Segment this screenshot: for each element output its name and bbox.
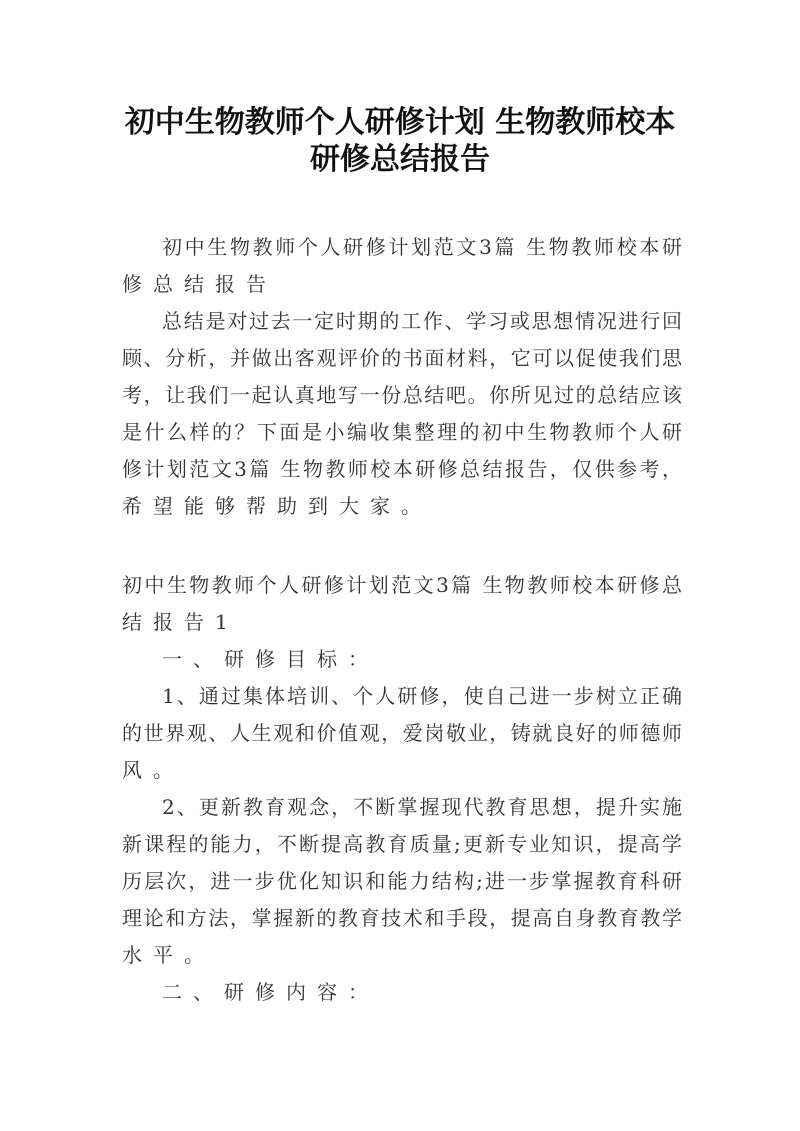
paragraph <box>122 678 682 789</box>
text-line: 2、更新教育观念，不断掌握现代教育思想，提升实施 <box>162 795 682 819</box>
text-line: 一、研修目标： <box>162 647 379 671</box>
text-line: 水平。 <box>122 943 215 967</box>
text-line: 新课程的能力，不断提高教育质量;更新专业知识，提高学 <box>122 832 682 856</box>
text-line: 1、通过集体培训、个人研修，使自己进一步树立正确 <box>162 684 682 708</box>
text-line: 顾、分析，并做出客观评价的书面材料，它可以促使我们思 <box>122 346 682 370</box>
paragraph <box>122 229 682 303</box>
document-title <box>100 104 700 178</box>
title-line: 初中生物教师个人研修计划 生物教师校本 <box>124 105 676 140</box>
document-body <box>122 229 682 1011</box>
text-line: 结报告1 <box>122 610 239 634</box>
text-line: 风。 <box>122 758 184 782</box>
paragraph <box>122 974 682 1011</box>
paragraph <box>122 641 682 678</box>
text-line: 历层次，进一步优化知识和能力结构;进一步掌握教育科研 <box>122 869 682 893</box>
text-line: 考，让我们一起认真地写一份总结吧。你所见过的总结应该 <box>122 383 682 407</box>
text-line: 希望能够帮助到大家。 <box>122 494 432 518</box>
text-line: 是什么样的？下面是小编收集整理的初中生物教师个人研 <box>122 420 682 444</box>
paragraph <box>122 303 682 525</box>
text-line: 修计划范文3篇 生物教师校本研修总结报告，仅供参考， <box>122 457 682 481</box>
title-line: 研修总结报告 <box>310 142 490 177</box>
text-line: 理论和方法，掌握新的教育技术和手段，提高自身教育教学 <box>122 906 682 930</box>
text-line: 总结是对过去一定时期的工作、学习或思想情况进行回 <box>162 309 682 333</box>
paragraph <box>122 567 682 641</box>
text-line: 修总结报告 <box>122 272 277 296</box>
text-line: 二、研修内容： <box>162 980 379 1004</box>
text-line: 的世界观、人生观和价值观，爱岗敬业，铸就良好的师德师 <box>122 721 682 745</box>
paragraph <box>122 789 682 974</box>
text-line: 初中生物教师个人研修计划范文3篇 生物教师校本研 <box>162 235 682 259</box>
text-line: 初中生物教师个人研修计划范文3篇 生物教师校本研修总 <box>122 573 682 597</box>
